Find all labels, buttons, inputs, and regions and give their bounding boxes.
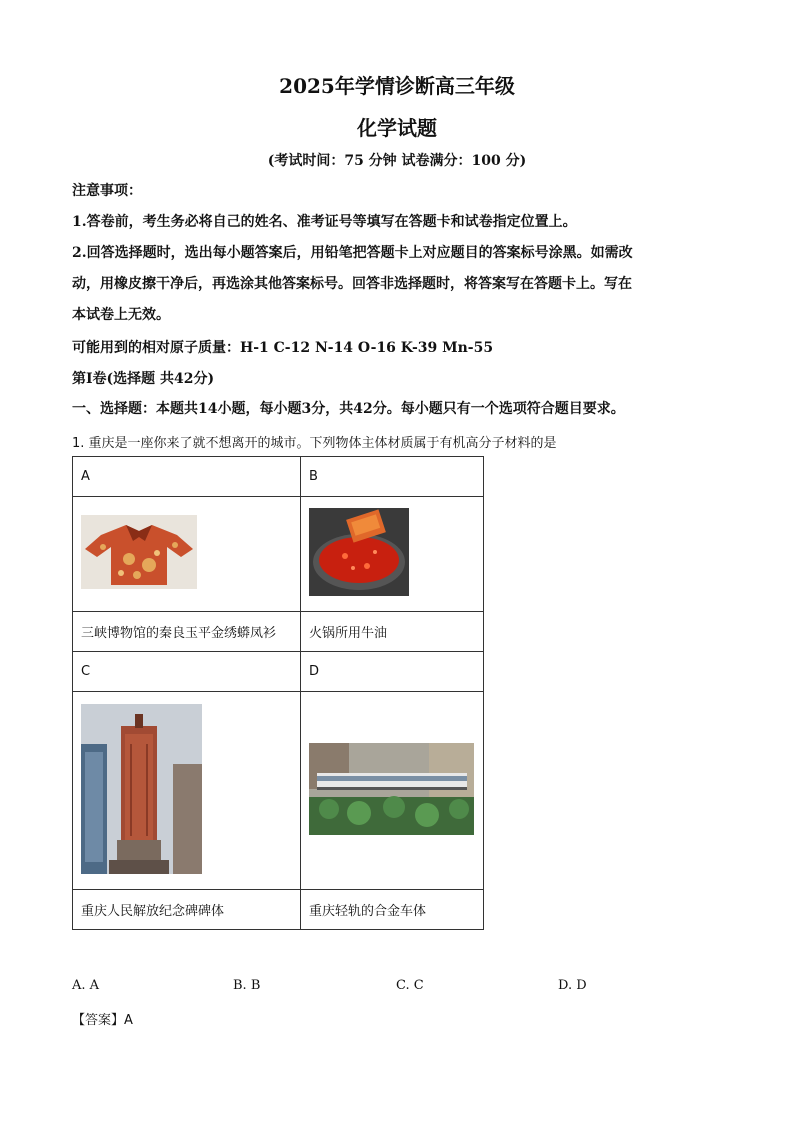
option-c-caption: 重庆人民解放纪念碑碑体 [73, 890, 301, 930]
answer-value: A [124, 1013, 133, 1028]
answer-label: 【答案】 [72, 1013, 125, 1028]
choice-a[interactable]: A. A [72, 978, 100, 993]
option-d-letter: D [301, 652, 484, 692]
options-table [72, 456, 484, 930]
exam-info: (考试时间：75 分钟 试卷满分：100 分) [267, 153, 527, 169]
choice-c[interactable]: C. C [396, 978, 424, 993]
option-c-image-cell [73, 692, 301, 890]
exam-subject: 化学试题 [357, 116, 437, 140]
option-d-caption: 重庆轻轨的合金车体 [301, 890, 484, 930]
answer [72, 1009, 133, 1028]
light-rail-image [309, 743, 474, 835]
notice-item-1: 1.答卷前，考生务必将自己的姓名、准考证号等填写在答题卡和试卷指定位置上。 [72, 214, 577, 230]
choice-b[interactable]: B. B [233, 978, 261, 993]
notice-item-2-line-2: 动，用橡皮擦干净后，再选涂其他答案标号。回答非选择题时，将答案写在答题卡上。写在 [72, 276, 632, 292]
option-a-letter: A [73, 457, 301, 497]
notice-item-2-line-3: 本试卷上无效。 [72, 307, 170, 323]
part-one-heading: 一、选择题：本题共14小题，每小题3分，共42分。每小题只有一个选项符合题目要求。 [72, 401, 625, 417]
option-b-letter: B [301, 457, 484, 497]
notice-item-2-line-1: 2.回答选择题时，选出每小题答案后，用铅笔把答题卡上对应题目的答案标号涂黑。如需改 [72, 245, 633, 261]
embroidered-robe-image [81, 515, 197, 589]
volume-heading: 第Ⅰ卷(选择题 共42分) [72, 371, 215, 387]
option-a-image-cell [73, 497, 301, 612]
option-a-caption: 三峡博物馆的秦良玉平金绣蟒凤衫 [73, 612, 301, 652]
monument-image [81, 704, 202, 874]
exam-title: 2025年学情诊断高三年级 [279, 74, 515, 98]
option-b-image-cell [301, 497, 484, 612]
option-b-caption: 火锅所用牛油 [301, 612, 484, 652]
atomic-masses: 可能用到的相对原子质量：H-1 C-12 N-14 O-16 K-39 Mn-55 [72, 340, 494, 356]
option-c-letter: C [73, 652, 301, 692]
option-d-image-cell [301, 692, 484, 890]
notice-heading: 注意事项： [72, 183, 142, 199]
choice-d[interactable]: D. D [558, 978, 587, 993]
hotpot-image [309, 508, 409, 596]
question-1-stem: 1. 重庆是一座你来了就不想离开的城市。下列物体主体材质属于有机高分子材料的是 [72, 436, 557, 451]
